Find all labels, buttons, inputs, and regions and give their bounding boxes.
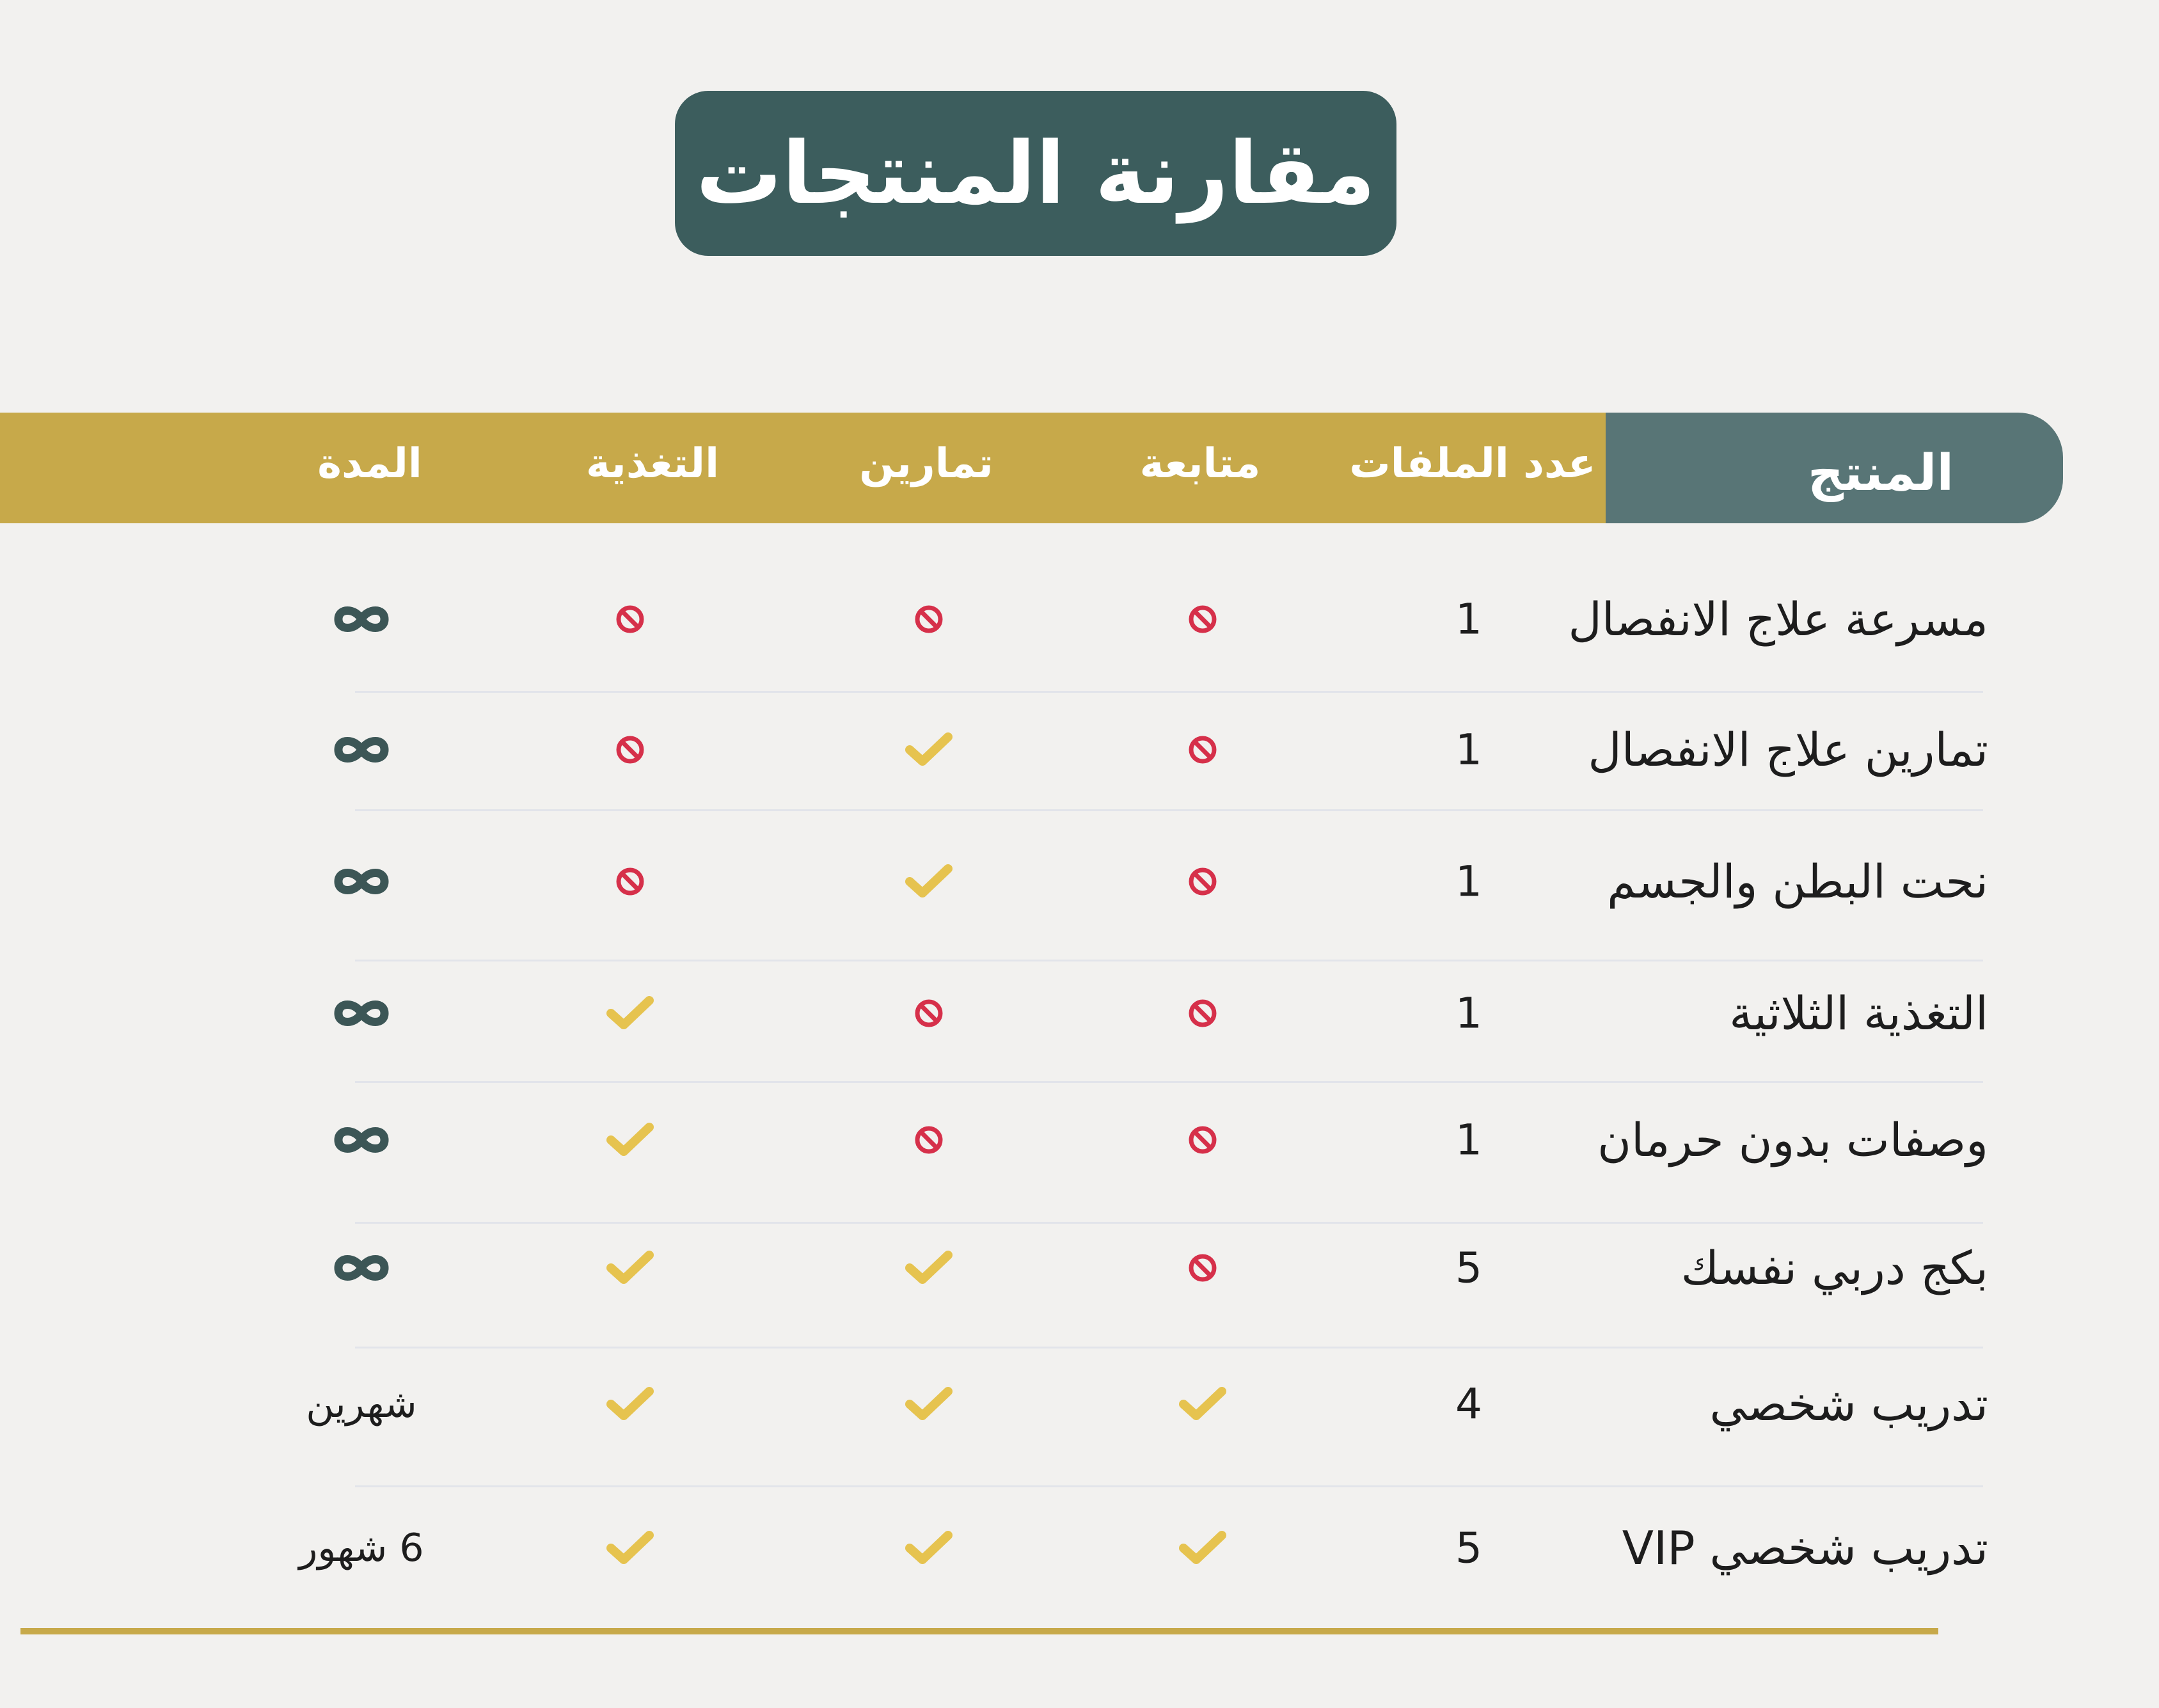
cross-icon <box>1187 997 1219 1029</box>
check-icon <box>606 1121 654 1159</box>
check-icon <box>905 862 953 901</box>
product-name: بكج دربي نفسك <box>1681 1241 1988 1295</box>
row-divider <box>355 960 1983 961</box>
file-count: 1 <box>1455 594 1482 644</box>
file-count: 5 <box>1455 1523 1482 1573</box>
cross-icon <box>913 603 945 635</box>
cross-icon <box>614 734 646 766</box>
column-header-exercises: تمارين <box>859 440 993 487</box>
file-count: 1 <box>1455 725 1482 775</box>
file-count: 1 <box>1455 857 1482 906</box>
bottom-divider <box>20 1628 1938 1634</box>
row-divider <box>355 1347 1983 1348</box>
row-divider <box>355 809 1983 811</box>
check-icon <box>905 1529 953 1567</box>
row-divider <box>355 691 1983 693</box>
product-name: مسرعة علاج الانفصال <box>1568 592 1988 646</box>
product-name: تمارين علاج الانفصال <box>1588 723 1988 777</box>
check-icon <box>905 1385 953 1423</box>
check-icon <box>1178 1385 1227 1423</box>
cross-icon <box>614 603 646 635</box>
row-divider <box>355 1222 1983 1224</box>
check-icon <box>606 1385 654 1423</box>
check-icon <box>1178 1529 1227 1567</box>
file-count: 1 <box>1455 1115 1482 1165</box>
row-divider <box>355 1485 1983 1487</box>
file-count: 5 <box>1455 1243 1482 1293</box>
column-header-product: المنتج <box>1807 445 1954 502</box>
column-header-duration: المدة <box>317 440 422 487</box>
check-icon <box>606 994 654 1032</box>
infinity-icon <box>329 864 393 899</box>
cross-icon <box>1187 866 1219 897</box>
product-name: التغذية الثلاثية <box>1729 986 1988 1040</box>
check-icon <box>905 1249 953 1287</box>
infinity-icon <box>329 601 393 637</box>
duration-value: 6 شهور <box>299 1526 424 1570</box>
cross-icon <box>1187 1252 1219 1284</box>
column-header-nutrition: التغذية <box>585 440 720 487</box>
cross-icon <box>1187 734 1219 766</box>
product-name: نحت البطن والجسم <box>1607 855 1988 908</box>
infinity-icon <box>329 995 393 1031</box>
check-icon <box>606 1529 654 1567</box>
cross-icon <box>1187 1124 1219 1156</box>
cross-icon <box>913 1124 945 1156</box>
cross-icon <box>614 866 646 897</box>
cross-icon <box>1187 603 1219 635</box>
infinity-icon <box>329 732 393 768</box>
check-icon <box>606 1249 654 1287</box>
cross-icon <box>913 997 945 1029</box>
product-name: تدريب شخصي <box>1709 1377 1988 1431</box>
column-header-files: عدد الملفات <box>1349 440 1596 487</box>
infinity-icon <box>329 1122 393 1158</box>
title-banner <box>675 91 1396 256</box>
file-count: 4 <box>1455 1379 1482 1429</box>
product-name: وصفات بدون حرمان <box>1597 1113 1988 1167</box>
page-title: مقارنة المنتجات <box>695 123 1376 223</box>
duration-value: شهرين <box>306 1382 417 1427</box>
column-header-followup: متابعة <box>1139 440 1261 487</box>
infinity-icon <box>329 1250 393 1286</box>
file-count: 1 <box>1455 988 1482 1038</box>
check-icon <box>905 731 953 769</box>
product-name: تدريب شخصي VIP <box>1622 1521 1988 1575</box>
row-divider <box>355 1081 1983 1083</box>
